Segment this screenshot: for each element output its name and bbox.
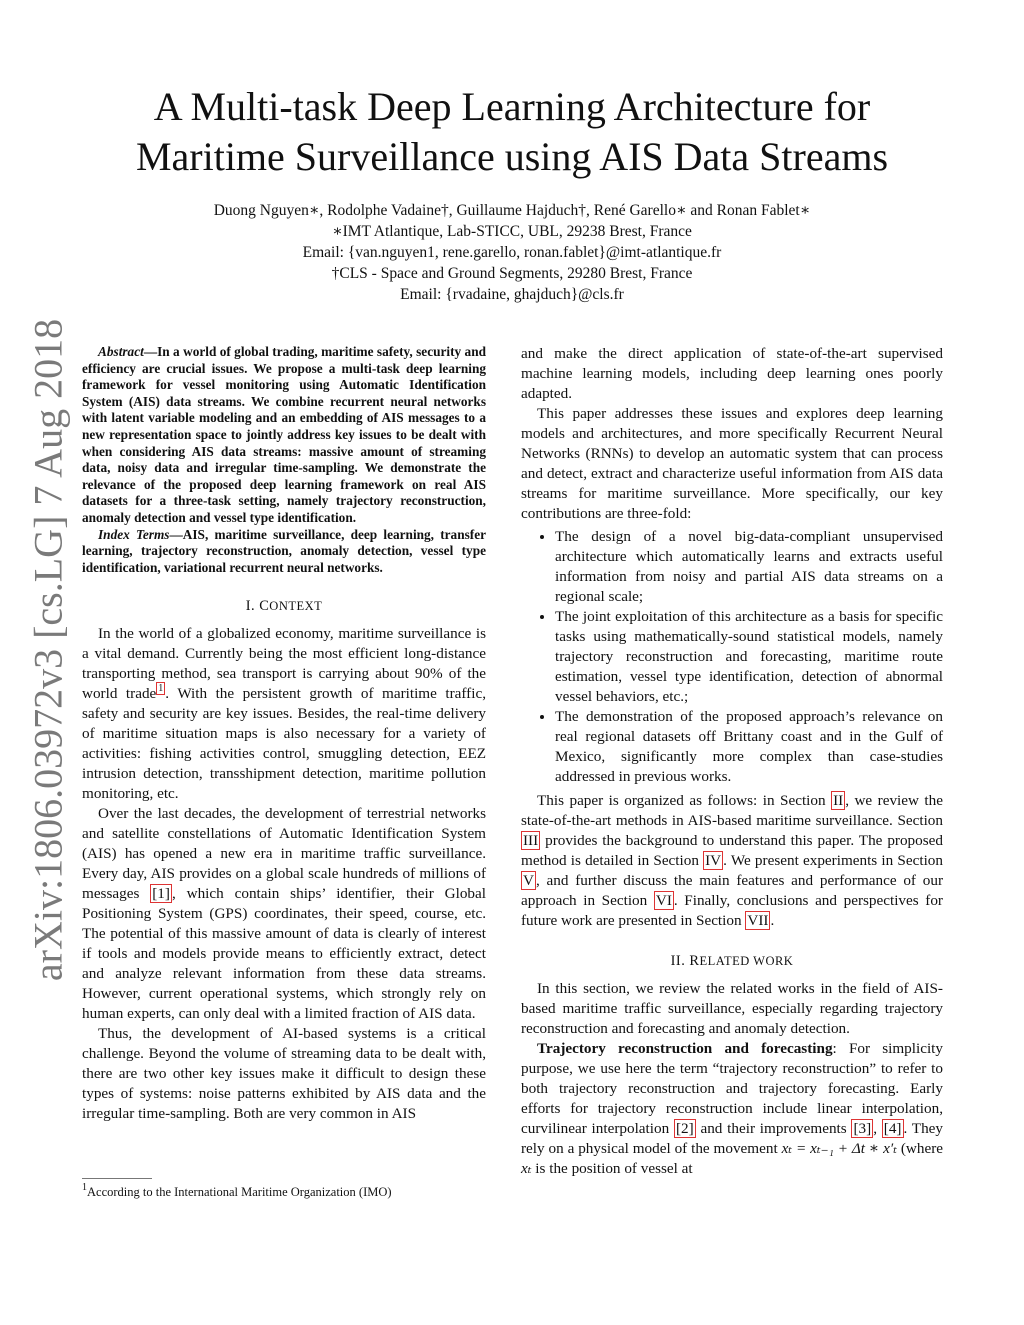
section-link-v[interactable]: V xyxy=(523,872,534,889)
author-block xyxy=(0,200,1024,305)
right-paragraph-1: This paper addresses these issues and explores deep learning models and architectures, and more specifically Recurrent Neural Networks (RNNs) to develop an automatic system that can process and detect, extract and characterize useful information from AIS data streams for maritime surveillance. More specifically, our key contributions are three-fold: xyxy=(521,405,943,522)
affiliation-1: ∗IMT Atlantique, Lab-STICC, UBL, 29238 Brest, France xyxy=(332,223,692,240)
list-item: • The design of a novel big-data-compliant unsupervised architecture which automatically learns and extracts useful information from noisy and partial AIS data streams on a regional scale; xyxy=(555,527,943,607)
context-paragraph-2: Over the last decades, the development of terrestrial networks and satellite constellations of Automatic Identification System (AIS) has opened a new era in maritime traffic surveillance. Every day, AIS provides on a global scale hundreds of millions of messages [1] , which contain ships’ identifier, their Global Positioning System (GPS) coordinates, their speed, course, etc. The potential of this massive amount of data is clearly of interest if tools and models provide means to efficiently extract, detect and analyze relevant information from these data streams. However, current operational systems, which strongly rely on human experts, can only deal with a limited fraction of AIS data. xyxy=(82,805,486,1023)
abstract-label: Abstract xyxy=(98,344,144,359)
section-link-iv[interactable]: IV xyxy=(705,852,722,869)
index-terms-label: Index Terms xyxy=(98,526,170,542)
section-heading-context: I. CONTEXT xyxy=(245,598,323,615)
movement-equation: xₜ = xₜ₋₁ + Δt ∗ x′ₜ xyxy=(781,1140,897,1157)
paper-title xyxy=(0,82,1024,182)
abstract-text: —In a world of global trading, maritime safety, security and efficiency are crucial issues. We propose a multi-task deep learning framework for vessel monitoring using Automatic Identification System (AIS) data streams. We combine recurrent neural networks with latent variable modeling and an embedding of AIS messages to a new representation space to jointly address key issues to be dealt with when considering AIS data streams: massive amount of streaming data, noisy data and irregular time-sampling. We demonstrate the relevance of the proposed deep learning framework on real AIS datasets for a three-task setting, namely trajectory reconstruction, anomaly detection and vessel type identification. xyxy=(82,344,486,525)
author-names: Duong Nguyen∗, Rodolphe Vadaine†, Guillaume Hajduch†, René Garello∗ and Ronan Fablet∗ xyxy=(213,202,811,219)
section-link-iii[interactable]: III xyxy=(523,832,539,849)
footnote-ref-1[interactable]: 1 xyxy=(158,683,164,695)
arxiv-identifier: arXiv:1806.03972v3 [cs.LG] 7 Aug 2018 xyxy=(25,318,71,982)
context-paragraph-3: Thus, the development of AI-based systems is a critical challenge. Beyond the volume of streaming data to be dealt with, there are two other key issues make it difficult to design these types of systems: noise patterns exhibited by AIS data and the irregular time-sampling. Both are very common in AIS xyxy=(82,1025,486,1123)
organization-paragraph: This paper is organized as follows: in Section II , we review the state-of-the-art methods in AIS-based maritime surveillance. Section III provides the background to understand this paper. The proposed method is detailed in Section IV . We present experiments in Section V , and further discuss the main features and performance of our approach in Section VI . Finally, conclusions and perspectives for future work are presented in Section VII . xyxy=(521,792,943,929)
citation-4[interactable]: [4] xyxy=(883,1120,902,1137)
footnote: $^1$According to the International Maritime Organization (IMO) xyxy=(82,1181,392,1199)
abstract xyxy=(82,344,486,576)
citation-2[interactable]: [2] xyxy=(675,1120,694,1137)
citation-3[interactable]: [3] xyxy=(853,1120,872,1137)
title-line-1: A Multi-task Deep Learning Architecture for xyxy=(153,84,871,129)
email-2: Email: {rvadaine, ghajduch}@cls.fr xyxy=(400,286,624,303)
list-item: • The demonstration of the proposed approach’s relevance on real regional datasets off Brittany coast and in the Gulf of Mexico, significantly more complex than case-studies addressed in previous works. xyxy=(555,707,943,787)
contributions-list xyxy=(521,527,943,787)
section-heading-related-work: II. RELATED WORK xyxy=(670,953,794,969)
section-link-vi[interactable]: VI xyxy=(655,892,672,909)
section-link-ii[interactable]: II xyxy=(833,792,844,809)
footnote-rule xyxy=(82,1178,152,1179)
right-column xyxy=(521,344,943,1179)
index-terms-text: —AIS, maritime surveillance, deep learning, transfer learning, trajectory reconstruction, anomaly detection, vessel type identification, variational recurrent neural networks. xyxy=(82,526,487,575)
list-item: • The joint exploitation of this architecture as a basis for specific tasks using mathematically-sound statistical models, namely trajectory reconstruction and forecasting, maritime route estimation, vessel type identification, detection of abnormal vessel behaviors, etc.; xyxy=(555,607,943,707)
position-variable: xₜ xyxy=(521,1160,532,1177)
related-work-paragraph-2: Trajectory reconstruction and forecasting: For simplicity purpose, we use here the term “trajectory reconstruction” to refer to both trajectory reconstruction and trajectory forecasting. Early efforts for trajectory reconstruction include linear interpolation, curvilinear interpolation [2] and their improvements [3] , [4] . They rely on a physical model of the movement xₜ = xₜ₋₁ + Δt ∗ x′ₜ (where xₜ is the position of vessel at xyxy=(521,1040,944,1177)
right-paragraph-0: and make the direct application of state-of-the-art supervised machine learning models, including deep learning ones poorly adapted. xyxy=(521,345,943,402)
citation-1[interactable]: [1] xyxy=(152,885,170,903)
email-1: Email: {van.nguyen1, rene.garello, ronan.fablet}@imt-atlantique.fr xyxy=(302,244,722,261)
left-column xyxy=(82,344,486,1124)
related-work-paragraph-1: In this section, we review the related works in the field of AIS-based maritime traffic surveillance, especially regarding trajectory reconstruction and forecasting and anomaly detection. xyxy=(521,980,943,1037)
section-link-vii[interactable]: VII xyxy=(747,912,769,929)
affiliation-2: †CLS - Space and Ground Segments, 29280 Brest, France xyxy=(331,265,693,282)
title-line-2: Maritime Surveillance using AIS Data Streams xyxy=(135,134,889,179)
context-paragraph-1: In the world of a globalized economy, maritime surveillance is a vital demand. Currently being the most efficient long-distance transporting method, sea transport is carrying about 90% of the world trade $^1$ . With the persistent growth of maritime traffic, safety and security are key issues. Besides, the real-time delivery of maritime situation maps is also necessary for a variety of activities: fishing activities control, smuggling detection, EEZ intrusion detection, transshipment detection, maritime pollution monitoring, etc. xyxy=(82,625,486,803)
